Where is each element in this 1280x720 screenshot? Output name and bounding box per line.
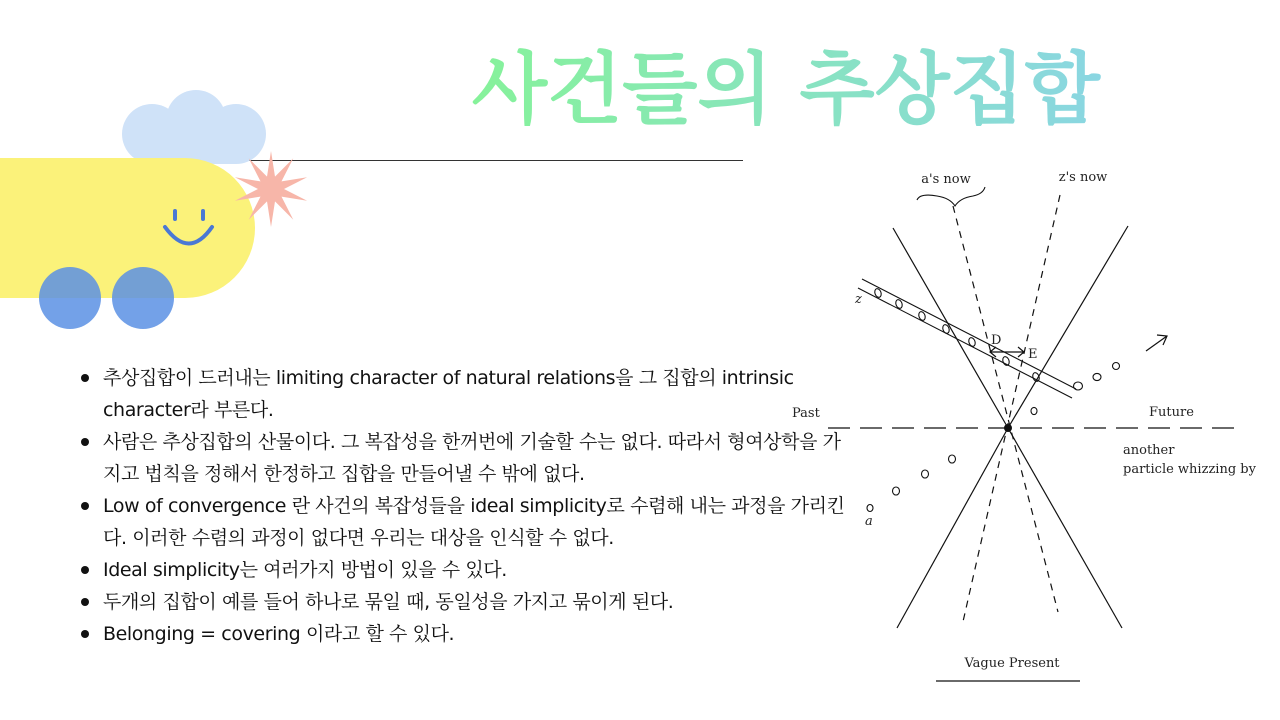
bullet-item: 추상집합이 드러내는 limiting character of natural relations을 그 집합의 intrinsic character라 부른다. xyxy=(80,362,850,426)
de-arrow xyxy=(990,347,1024,357)
e-label: E xyxy=(1028,347,1038,362)
z-particle-tube xyxy=(858,279,1076,398)
z-label: z xyxy=(855,292,862,307)
bullet-list xyxy=(80,362,850,650)
blue-circle-right xyxy=(112,267,174,329)
light-cone-line xyxy=(1008,428,1122,628)
title-text: 사건들의 추상집합 xyxy=(472,45,1102,135)
bullet-item: 사람은 추상집합의 산물이다. 그 복잡성을 한꺼번에 기술할 수는 없다. 따라서 형여상학을 가지고 법칙을 정해서 한정하고 집합을 만들어낼 수 밖에 없다. xyxy=(80,426,850,490)
bullet-item: Belonging = covering 이라고 할 수 있다. xyxy=(80,618,850,650)
light-cone-line xyxy=(1008,226,1128,428)
light-cone-line xyxy=(893,228,1008,428)
a-now-label: a's now xyxy=(921,172,971,187)
bullet-item: 두개의 집합이 예를 들어 하나로 묶일 때, 동일성을 가지고 묶이게 된다. xyxy=(80,586,850,618)
decoration-group xyxy=(0,90,330,340)
past-label: Past xyxy=(792,406,820,421)
particle-label: particle whizzing by xyxy=(1123,462,1256,477)
cloud-shape xyxy=(122,90,266,164)
d-label: D xyxy=(991,333,1002,348)
bullet-item: Ideal simplicity는 여러가지 방법이 있을 수 있다. xyxy=(80,554,850,586)
event-point xyxy=(1004,424,1012,432)
page-title xyxy=(470,28,1230,138)
bullet-item: Low of convergence 란 사건의 복잡성들을 ideal simplicity로 수렴해 내는 과정을 가리킨다. 이러한 수렴의 과정이 없다면 우리는 대상을 인식할 수 없다. xyxy=(80,490,850,554)
brace-shape xyxy=(917,187,985,206)
future-label: Future xyxy=(1149,405,1194,420)
tube-dots xyxy=(874,288,1041,383)
light-cone-line xyxy=(897,428,1008,628)
arrow-icon xyxy=(1146,335,1167,351)
a-now-line xyxy=(953,206,1058,612)
blue-circle-left xyxy=(39,267,101,329)
z-now-label: z's now xyxy=(1058,170,1108,185)
a-label: a xyxy=(865,514,873,529)
spacetime-diagram xyxy=(780,160,1260,695)
vague-present-label: Vague Present xyxy=(964,656,1060,671)
another-label: another xyxy=(1123,443,1175,458)
